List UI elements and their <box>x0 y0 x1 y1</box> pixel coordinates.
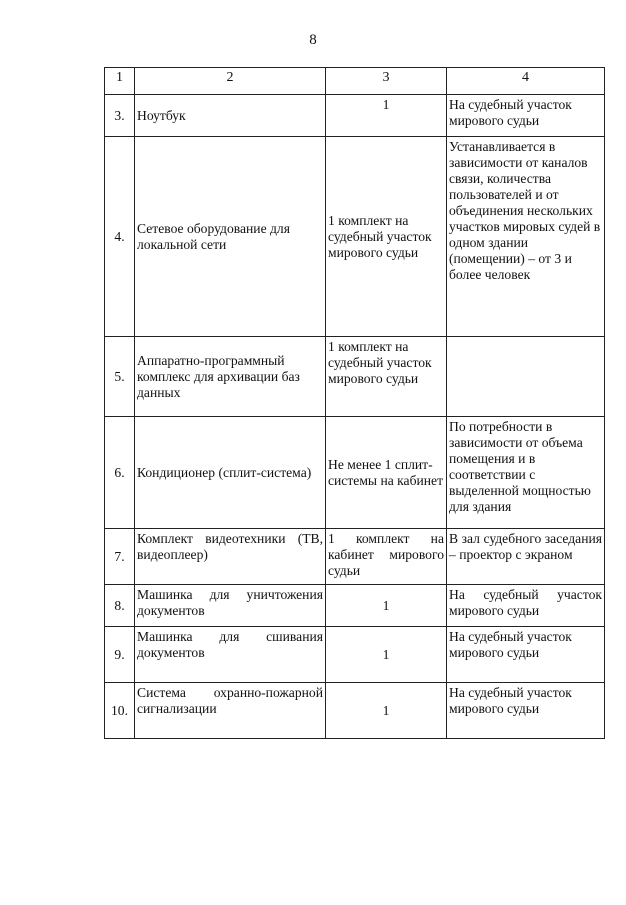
item-name: Комплект видеотехники (ТВ, видеоплеер) <box>135 529 326 585</box>
row-number: 6. <box>105 417 135 529</box>
item-note: На судебный участок мирового судьи <box>447 95 605 137</box>
table-row <box>105 627 605 683</box>
column-header: 1 <box>105 68 135 95</box>
item-note: На судебный участок мирового судьи <box>447 627 605 683</box>
item-name: Ноутбук <box>135 95 326 137</box>
row-number: 9. <box>105 627 135 683</box>
equipment-table <box>104 67 605 739</box>
item-quantity: 1 комплект на судебный участок мирового судьи <box>326 137 447 337</box>
page-number: 8 <box>309 32 317 48</box>
table-row <box>105 95 605 137</box>
table-row <box>105 137 605 337</box>
table-row <box>105 683 605 739</box>
item-note: На судебный участок мирового судьи <box>447 585 605 627</box>
item-name: Аппаратно-программный комплекс для архивации баз данных <box>135 337 326 417</box>
item-note: Устанавливается в зависимости от каналов связи, количества пользователей и от объединения нескольких участков мировых судей в одном здании (помещении) – от 3 и более человек <box>447 137 605 337</box>
item-note <box>447 337 605 417</box>
row-number: 8. <box>105 585 135 627</box>
item-name: Машинка для сшивания документов <box>135 627 326 683</box>
item-quantity: 1 комплект на кабинет мирового судьи <box>326 529 447 585</box>
item-quantity: 1 комплект на судебный участок мирового судьи <box>326 337 447 417</box>
item-quantity: 1 <box>326 95 447 137</box>
row-number: 10. <box>105 683 135 739</box>
item-name: Сетевое оборудование для локальной сети <box>135 137 326 337</box>
item-note: На судебный участок мирового судьи <box>447 683 605 739</box>
row-number: 5. <box>105 337 135 417</box>
item-name: Машинка для уничтожения документов <box>135 585 326 627</box>
item-quantity: 1 <box>326 627 447 683</box>
table-row <box>105 529 605 585</box>
item-quantity: Не менее 1 сплит-системы на кабинет <box>326 417 447 529</box>
row-number: 3. <box>105 95 135 137</box>
column-header: 3 <box>326 68 447 95</box>
table-row <box>105 417 605 529</box>
row-number: 4. <box>105 137 135 337</box>
table-row <box>105 585 605 627</box>
column-header: 2 <box>135 68 326 95</box>
item-name: Кондиционер (сплит-система) <box>135 417 326 529</box>
table-header-row <box>105 68 605 95</box>
item-note: В зал судебного заседания – проектор с экраном <box>447 529 605 585</box>
column-header: 4 <box>447 68 605 95</box>
row-number: 7. <box>105 529 135 585</box>
item-quantity: 1 <box>326 683 447 739</box>
item-quantity: 1 <box>326 585 447 627</box>
item-name: Система охранно-пожарной сигнализации <box>135 683 326 739</box>
table-row <box>105 337 605 417</box>
item-note: По потребности в зависимости от объема помещения и в соответствии с выделенной мощностью для здания <box>447 417 605 529</box>
